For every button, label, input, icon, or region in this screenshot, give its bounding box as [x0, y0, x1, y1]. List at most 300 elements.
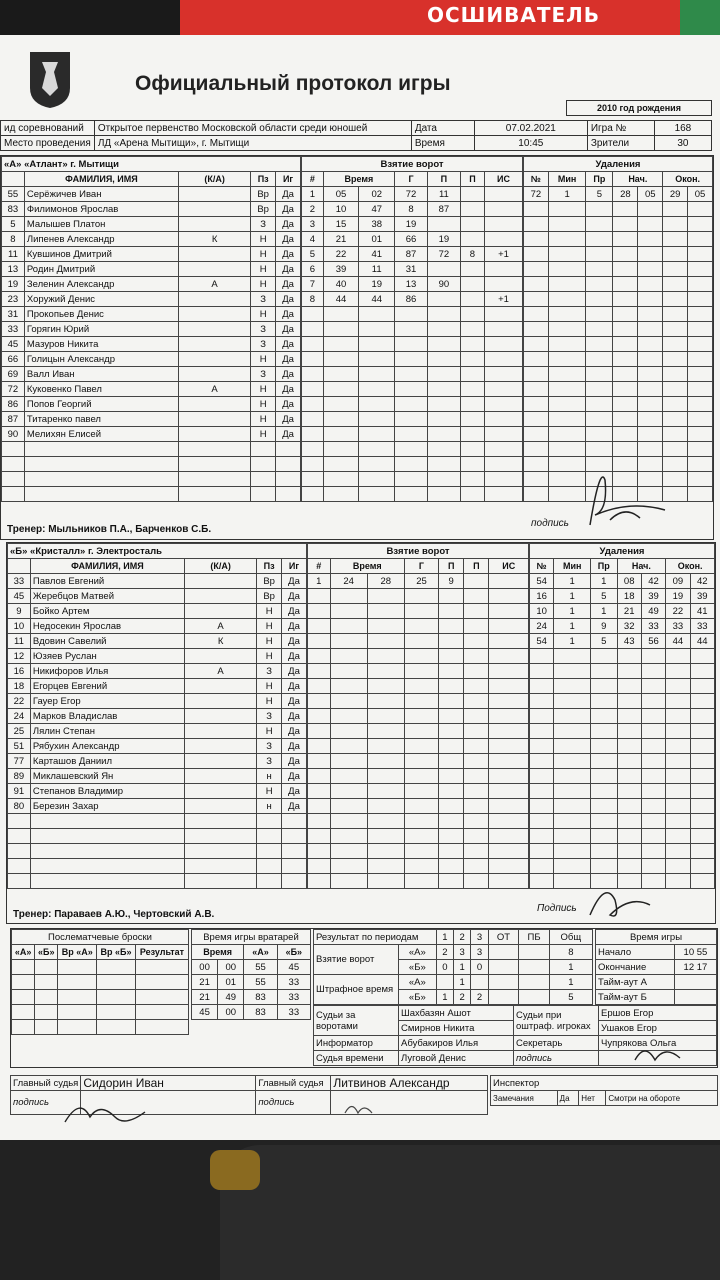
penalty-row [530, 619, 715, 634]
secretary-label: Секретарь [514, 1036, 599, 1051]
spectators-label: Зрители [587, 136, 654, 151]
goal-col: П [460, 172, 484, 187]
player-played: Да [282, 664, 307, 679]
time-label: Время [411, 136, 474, 151]
shootout-table [11, 929, 189, 1035]
roster-row [2, 442, 301, 457]
goal-cell: 11 [359, 262, 395, 277]
penalty-cell: 24 [530, 619, 554, 634]
team-a-roster [1, 156, 301, 502]
competition-label: ид соревнований [1, 121, 95, 136]
player-name: Валл Иван [24, 367, 178, 382]
player-role: К [178, 232, 250, 247]
team-b-section [6, 542, 716, 924]
penalty-row [530, 769, 715, 784]
signature-chief-2 [340, 1098, 380, 1120]
goal-row [308, 694, 529, 709]
penalty-cell: 32 [617, 619, 641, 634]
roster-row [2, 352, 301, 367]
goal-cell: 8 [302, 292, 324, 307]
goal-col: Время [330, 559, 404, 574]
player-role [178, 262, 250, 277]
player-position: Н [257, 679, 282, 694]
goal-row [308, 709, 529, 724]
player-position: Вр [251, 187, 276, 202]
roster-row [8, 739, 307, 754]
player-number: 45 [2, 337, 25, 352]
goal-cell [460, 292, 484, 307]
goal-cell: 15 [323, 217, 359, 232]
roster-row [2, 472, 301, 487]
goal-col: ИС [485, 172, 523, 187]
shootout-col: Вр «А» [58, 945, 97, 960]
goal-row [302, 487, 523, 502]
player-number: 91 [8, 784, 31, 799]
start-value: 10 55 [674, 945, 716, 960]
player-name: Миклашевский Ян [30, 769, 184, 784]
gk-cell: 01 [218, 975, 244, 990]
player-number: 51 [8, 739, 31, 754]
goal-cell [485, 187, 523, 202]
penalty-row [530, 754, 715, 769]
penalty-cell: 33 [690, 619, 714, 634]
player-number: 83 [2, 202, 25, 217]
player-position: Н [251, 247, 276, 262]
player-played: Да [282, 679, 307, 694]
player-role [178, 322, 250, 337]
informer-label: Информатор [314, 1036, 399, 1051]
player-role [178, 202, 250, 217]
player-position: Н [257, 619, 282, 634]
goal-cell: 8 [460, 247, 484, 262]
signature-secretary [630, 1040, 690, 1070]
player-name: Попов Георгий [24, 397, 178, 412]
goal-row [302, 307, 523, 322]
player-role [184, 784, 256, 799]
player-role: А [184, 619, 256, 634]
goal-cell: 13 [395, 277, 428, 292]
player-name: Куковенко Павел [24, 382, 178, 397]
player-position: Н [251, 277, 276, 292]
goal-cell: 28 [367, 574, 404, 589]
start-label: Начало [596, 945, 675, 960]
player-number: 87 [2, 412, 25, 427]
penalty-cell: 1 [554, 634, 591, 649]
penalty-row [524, 367, 713, 382]
player-number: 8 [2, 232, 25, 247]
goal-row [302, 202, 523, 217]
remarks-see-back: Смотри на обороте [606, 1091, 718, 1106]
gk-row [192, 975, 311, 990]
game-label: Игра № [587, 121, 654, 136]
cell: 2 [454, 990, 471, 1005]
player-position: Н [257, 694, 282, 709]
player-position: н [257, 799, 282, 814]
goal-cell: 39 [323, 262, 359, 277]
penalty-cell: 1 [591, 574, 618, 589]
team-a-coach: Тренер: Мыльников П.А., Барченков С.Б. [7, 524, 212, 535]
player-number: 66 [2, 352, 25, 367]
player-role [178, 352, 250, 367]
player-position: З [257, 664, 282, 679]
goal-row [308, 574, 529, 589]
floor-shadow [220, 1145, 720, 1280]
game-time-title: Время игры [596, 930, 717, 945]
goal-row [302, 337, 523, 352]
roster-row [2, 277, 301, 292]
goal-row [302, 427, 523, 442]
penalty-row [530, 709, 715, 724]
col-played: Иг [276, 172, 301, 187]
player-name: Марков Владислав [30, 709, 184, 724]
roster-row [2, 217, 301, 232]
player-name: Прокопьев Денис [24, 307, 178, 322]
goal-cell: 90 [427, 277, 460, 292]
gk-cell: 00 [192, 960, 218, 975]
pen-col: Окон. [663, 172, 713, 187]
player-played: Да [276, 352, 301, 367]
player-played: Да [282, 769, 307, 784]
penalty-cell: 29 [663, 187, 688, 202]
penalty-cell: 1 [591, 604, 618, 619]
penalty-row [524, 442, 713, 457]
goal-cell: 02 [359, 187, 395, 202]
penalty-row [524, 232, 713, 247]
end-value: 12 17 [674, 960, 716, 975]
penalty-judges-label: Судьи при оштраф. игроках [514, 1006, 599, 1036]
goal-cell [427, 262, 460, 277]
informer-value: Абубакиров Илья [399, 1036, 514, 1051]
goal-row [308, 664, 529, 679]
goal-row [308, 754, 529, 769]
penalty-cell: 1 [548, 187, 585, 202]
penalty-row [524, 382, 713, 397]
player-number: 11 [2, 247, 25, 262]
goal-row [302, 322, 523, 337]
goal-cell: 8 [395, 202, 428, 217]
goal-cell [464, 574, 489, 589]
end-label: Окончание [596, 960, 675, 975]
player-number: 33 [2, 322, 25, 337]
player-number: 86 [2, 397, 25, 412]
player-name: Хоружий Денис [24, 292, 178, 307]
pen-col: Пр [591, 559, 618, 574]
team-b-coach: Тренер: Параваев А.Ю., Чертовский А.В. [13, 909, 215, 920]
player-role [178, 367, 250, 382]
player-role: К [184, 634, 256, 649]
player-position: З [251, 322, 276, 337]
goal-cell [460, 277, 484, 292]
penalty-cell: 43 [617, 634, 641, 649]
goal-row [308, 784, 529, 799]
goal-cell: 44 [323, 292, 359, 307]
goal-cell: 1 [302, 187, 324, 202]
inspector-label: Инспектор [491, 1076, 718, 1091]
date-label: Дата [411, 121, 474, 136]
player-name: Мелихян Елисей [24, 427, 178, 442]
cell: 0 [471, 960, 488, 975]
chief-label-2: Главный судья [256, 1076, 331, 1091]
penalty-row [530, 844, 715, 859]
penalty-row [530, 589, 715, 604]
goal-cell: 4 [302, 232, 324, 247]
player-number: 55 [2, 187, 25, 202]
player-played: Да [276, 187, 301, 202]
goal-cell: 72 [427, 247, 460, 262]
player-played: Да [276, 367, 301, 382]
goal-row [308, 829, 529, 844]
penalty-cell: 42 [690, 574, 714, 589]
player-played: Да [282, 574, 307, 589]
roster-row [8, 709, 307, 724]
penalty-cell: 10 [530, 604, 554, 619]
roster-row [2, 427, 301, 442]
penalty-cell: 05 [688, 187, 713, 202]
goal-cell [427, 292, 460, 307]
player-number: 25 [8, 724, 31, 739]
chief-sign-1: подпись [11, 1091, 81, 1115]
penalty-row [524, 412, 713, 427]
goal-row [308, 634, 529, 649]
player-name: Юзяев Руслан [30, 649, 184, 664]
goal-cell: 66 [395, 232, 428, 247]
player-role [184, 589, 256, 604]
player-played: Да [282, 604, 307, 619]
goal-cell: 1 [308, 574, 331, 589]
penalty-cell: 05 [638, 187, 663, 202]
penalty-cell: 1 [554, 619, 591, 634]
player-played: Да [276, 382, 301, 397]
roster-row [2, 322, 301, 337]
goal-row [308, 844, 529, 859]
player-role [184, 739, 256, 754]
player-name: Филимонов Ярослав [24, 202, 178, 217]
player-played: Да [276, 232, 301, 247]
penalty-cell: 18 [617, 589, 641, 604]
goal-row [308, 724, 529, 739]
pen-col: Окон. [666, 559, 715, 574]
penalty-cell: 42 [641, 574, 665, 589]
player-name: Никифоров Илья [30, 664, 184, 679]
sign-label: подпись [514, 1051, 599, 1066]
goal-row [302, 457, 523, 472]
player-role [178, 247, 250, 262]
goal-row [308, 859, 529, 874]
shootout-col: Результат [135, 945, 188, 960]
goal-row [302, 352, 523, 367]
shootout-col: «А» [12, 945, 35, 960]
player-number: 33 [8, 574, 31, 589]
team-b-goals [307, 543, 529, 889]
goal-row [308, 619, 529, 634]
summary-section [10, 928, 718, 1068]
roster-row [2, 292, 301, 307]
penalty-cell: 33 [666, 619, 690, 634]
penalty-cell: 39 [641, 589, 665, 604]
goal-cell: 19 [427, 232, 460, 247]
penalty-row [530, 784, 715, 799]
penalty-row [530, 664, 715, 679]
penalty-row [524, 262, 713, 277]
secretary-value: Чупрякова Ольга [599, 1036, 717, 1051]
pen-col: Мин [548, 172, 585, 187]
player-name: Кувшинов Дмитрий [24, 247, 178, 262]
penalty-cell: 5 [586, 187, 613, 202]
goal-cell: 11 [427, 187, 460, 202]
gk-cell: 83 [244, 1005, 277, 1020]
roster-row [8, 694, 307, 709]
player-position: З [251, 337, 276, 352]
player-played: Да [276, 322, 301, 337]
pen-col: № [524, 172, 549, 187]
banner-text: ОСШИВАТЕЛЬ [426, 3, 600, 27]
shootout-title: Послематчевые броски [12, 930, 189, 945]
goal-row [302, 247, 523, 262]
player-role [184, 574, 256, 589]
cell: 2 [471, 990, 488, 1005]
cell: 1 [549, 975, 592, 990]
player-number: 10 [8, 619, 31, 634]
player-name: Карташов Даниил [30, 754, 184, 769]
goal-col: П [464, 559, 489, 574]
goal-row [308, 589, 529, 604]
player-played: Да [276, 337, 301, 352]
penalty-cell: 9 [591, 619, 618, 634]
player-played: Да [276, 292, 301, 307]
goal-cell: +1 [485, 292, 523, 307]
goal-cell [460, 187, 484, 202]
game-time-table [595, 929, 717, 1005]
player-role [178, 292, 250, 307]
penalty-row [530, 604, 715, 619]
team-b-name: «Б» «Кристалл» г. Электросталь [8, 544, 307, 559]
roster-row [8, 754, 307, 769]
cell: 3 [454, 945, 471, 960]
cell: 2 [436, 945, 453, 960]
player-name: Жеребцов Матвей [30, 589, 184, 604]
penalty-cell: 44 [690, 634, 714, 649]
penalty-cell: 54 [530, 574, 554, 589]
penalty-row [524, 307, 713, 322]
player-position: Н [251, 382, 276, 397]
player-number: 16 [8, 664, 31, 679]
penalty-cell: 16 [530, 589, 554, 604]
player-name: Гауер Егор [30, 694, 184, 709]
penalty-cell: 39 [690, 589, 714, 604]
player-number: 23 [2, 292, 25, 307]
roster-row [8, 814, 307, 829]
player-played: Да [276, 277, 301, 292]
cell: 0 [436, 960, 453, 975]
pim-label: Штрафное время [314, 975, 399, 1005]
period-col: 1 [436, 930, 453, 945]
player-played: Да [282, 799, 307, 814]
team-b-sign-label: Подпись [537, 903, 577, 914]
player-number: 77 [8, 754, 31, 769]
col-pos: Пз [251, 172, 276, 187]
player-number: 18 [8, 679, 31, 694]
period-col: 3 [471, 930, 488, 945]
player-number: 89 [8, 769, 31, 784]
venue-label: Место проведения [1, 136, 95, 151]
goal-cell: 2 [302, 202, 324, 217]
player-number: 24 [8, 709, 31, 724]
roster-row [2, 232, 301, 247]
penalty-row [530, 694, 715, 709]
player-role [178, 187, 250, 202]
goal-row [302, 262, 523, 277]
goal-cell [485, 202, 523, 217]
team-a-name: «А» «Атлант» г. Мытищи [2, 157, 301, 172]
penalty-row [524, 292, 713, 307]
team-a-penalties [523, 156, 713, 502]
col-ka: (К/А) [178, 172, 250, 187]
goal-cell: 3 [302, 217, 324, 232]
pen-col: Нач. [613, 172, 663, 187]
player-number: 9 [8, 604, 31, 619]
player-played: Да [276, 217, 301, 232]
penalty-row [524, 322, 713, 337]
roster-row [2, 457, 301, 472]
player-played: Да [282, 694, 307, 709]
gk-cell: 21 [192, 975, 218, 990]
gk-cell: 33 [277, 975, 310, 990]
cell: 1 [454, 960, 471, 975]
player-played: Да [276, 412, 301, 427]
penalty-row [524, 217, 713, 232]
periods-table: Результат по периодам 1 2 3 ОТ ПБ Общ Взятие ворот «А» 2 3 3 8 «Б» 0 1 0 1 Штрафное время «А» 1 1 «Б» 1 2 2 5 [313, 929, 593, 1005]
penalty-cell: 1 [554, 589, 591, 604]
goal-cell: +1 [485, 247, 523, 262]
goal-col: # [302, 172, 324, 187]
player-role: А [178, 382, 250, 397]
player-number: 69 [2, 367, 25, 382]
goal-cell: 22 [323, 247, 359, 262]
player-name: Павлов Евгений [30, 574, 184, 589]
col-ka: (К/А) [184, 559, 256, 574]
chief-2: Литвинов Александр [331, 1076, 488, 1091]
roster-row [2, 397, 301, 412]
roster-row [2, 487, 301, 502]
remarks-label: Замечания [491, 1091, 558, 1106]
period-col: Общ [549, 930, 592, 945]
goalkeeper-time-table [191, 929, 311, 1020]
goal-cell: 01 [359, 232, 395, 247]
penalty-cell: 72 [524, 187, 549, 202]
birth-year: 2010 год рождения [567, 101, 712, 116]
penalty-cell: 09 [666, 574, 690, 589]
player-name: Егорцев Евгений [30, 679, 184, 694]
penalty-cell: 44 [666, 634, 690, 649]
roster-row [8, 769, 307, 784]
player-position: Н [251, 397, 276, 412]
player-position: Н [257, 649, 282, 664]
goal-row [308, 649, 529, 664]
penalty-cell: 19 [666, 589, 690, 604]
chief-1: Сидорин Иван [81, 1076, 256, 1091]
goal-judge-2: Смирнов Никита [399, 1021, 514, 1036]
goal-cell: 5 [302, 247, 324, 262]
timekeeper-label: Судья времени [314, 1051, 399, 1066]
gk-row [192, 1005, 311, 1020]
player-name: Рябухин Александр [30, 739, 184, 754]
roster-row [2, 187, 301, 202]
player-played: Да [276, 262, 301, 277]
cell: 1 [549, 960, 592, 975]
gk-cell: 55 [244, 960, 277, 975]
player-number: 45 [8, 589, 31, 604]
roster-row [2, 337, 301, 352]
